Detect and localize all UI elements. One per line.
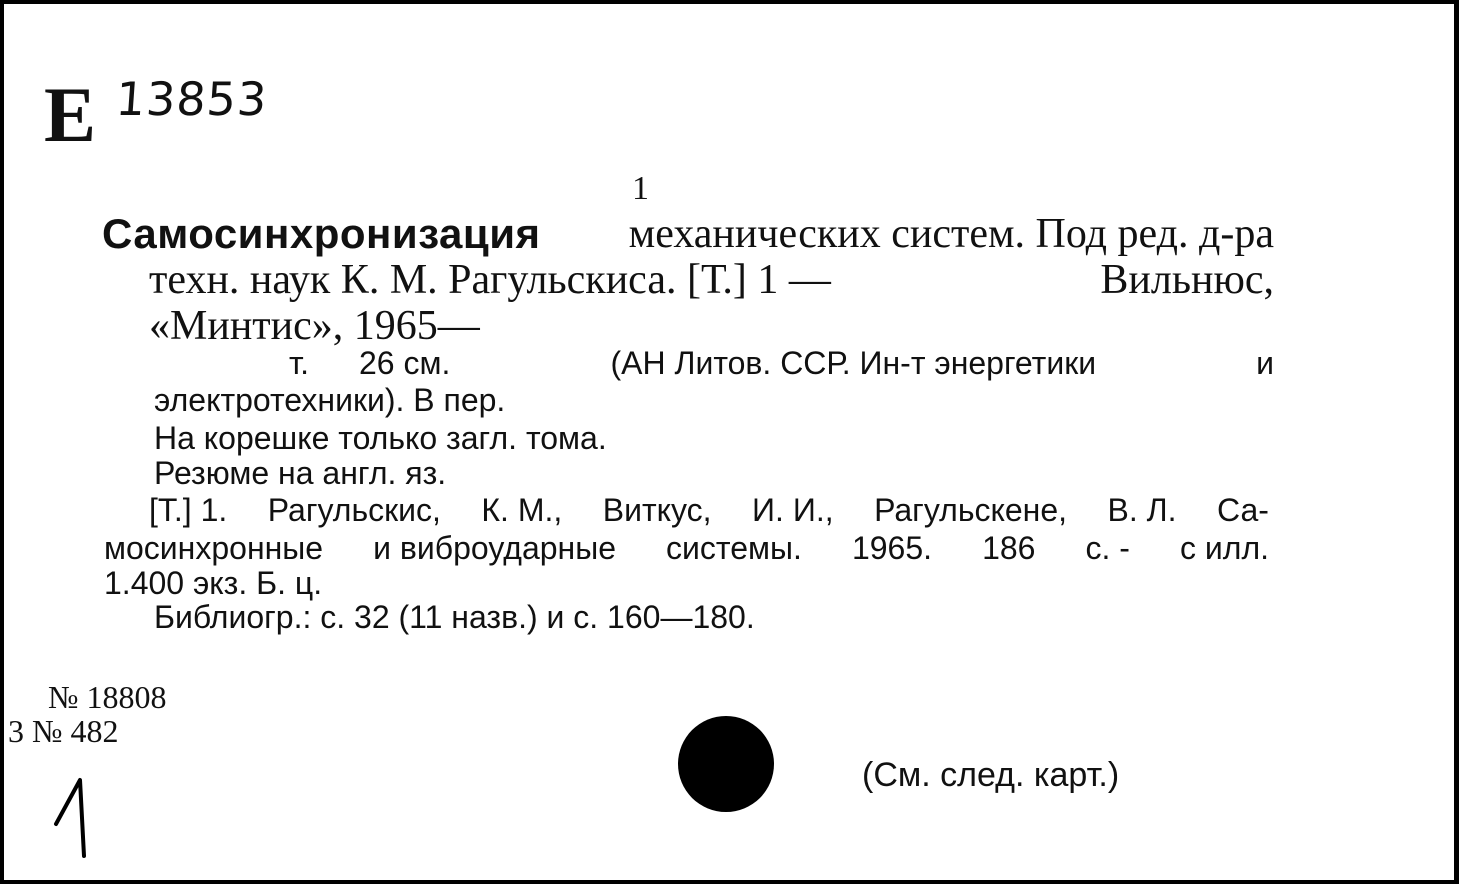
bibliography-note: Библиогр.: с. 32 (11 назв.) и с. 160—180. (154, 599, 755, 635)
call-letter: Е (44, 71, 97, 158)
title-line (102, 210, 1274, 258)
see-next-card: (См. след. карт.) (862, 756, 1120, 794)
accession-number-secondary: 3 № 482 (8, 713, 119, 749)
publisher-line: «Минтис», 1965— (149, 303, 480, 349)
contents-part: Рагульскис, (267, 492, 441, 528)
title-bold: Самосинхронизация (102, 210, 541, 257)
handwritten-mark (50, 772, 100, 862)
contents-part: В. Л. (1107, 492, 1177, 528)
phys-volumes: т. (289, 345, 309, 381)
catalog-card (4, 4, 1454, 880)
contents-part: И. И., (752, 492, 834, 528)
contents-part: К. М., (481, 492, 563, 528)
publication-place: Вильнюс, (1100, 257, 1274, 303)
contents-part: мосинхронные (104, 530, 324, 566)
note-spine: На корешке только загл. тома. (154, 420, 607, 456)
contents-part: с илл. (1180, 530, 1269, 566)
phys-size: 26 см. (359, 345, 451, 381)
contents-line-2 (104, 530, 1269, 566)
series-continuation: электротехники). В пер. (154, 382, 506, 418)
contents-part: с. - (1085, 530, 1130, 566)
title-rest: механических систем. Под ред. д-ра (628, 211, 1274, 257)
editor-statement: техн. наук К. М. Рагульскиса. [Т.] 1 — (149, 257, 831, 303)
contents-line-3: 1.400 экз. Б. ц. (104, 565, 323, 601)
contents-part: системы. (666, 530, 802, 566)
contents-part: 1965. (851, 530, 933, 566)
contents-part: Са- (1217, 492, 1269, 528)
call-number: 13853 (114, 72, 270, 126)
punch-hole (678, 716, 774, 812)
contents-part: [Т.] 1. (149, 492, 228, 528)
volume-number: 1 (632, 170, 649, 207)
contents-part: 186 (982, 530, 1036, 566)
note-summary: Резюме на англ. яз. (154, 455, 447, 491)
physical-description (149, 345, 1274, 381)
contents-part: Виткус, (602, 492, 712, 528)
contents-line-1 (149, 492, 1269, 528)
series-statement: (АН Литов. ССР. Ин-т энергетики (610, 345, 1097, 381)
responsibility-line (149, 256, 1274, 304)
accession-number: № 18808 (48, 679, 167, 715)
series-conj: и (1256, 345, 1274, 381)
contents-part: Рагульскене, (874, 492, 1067, 528)
contents-part: и виброударные (373, 530, 616, 566)
